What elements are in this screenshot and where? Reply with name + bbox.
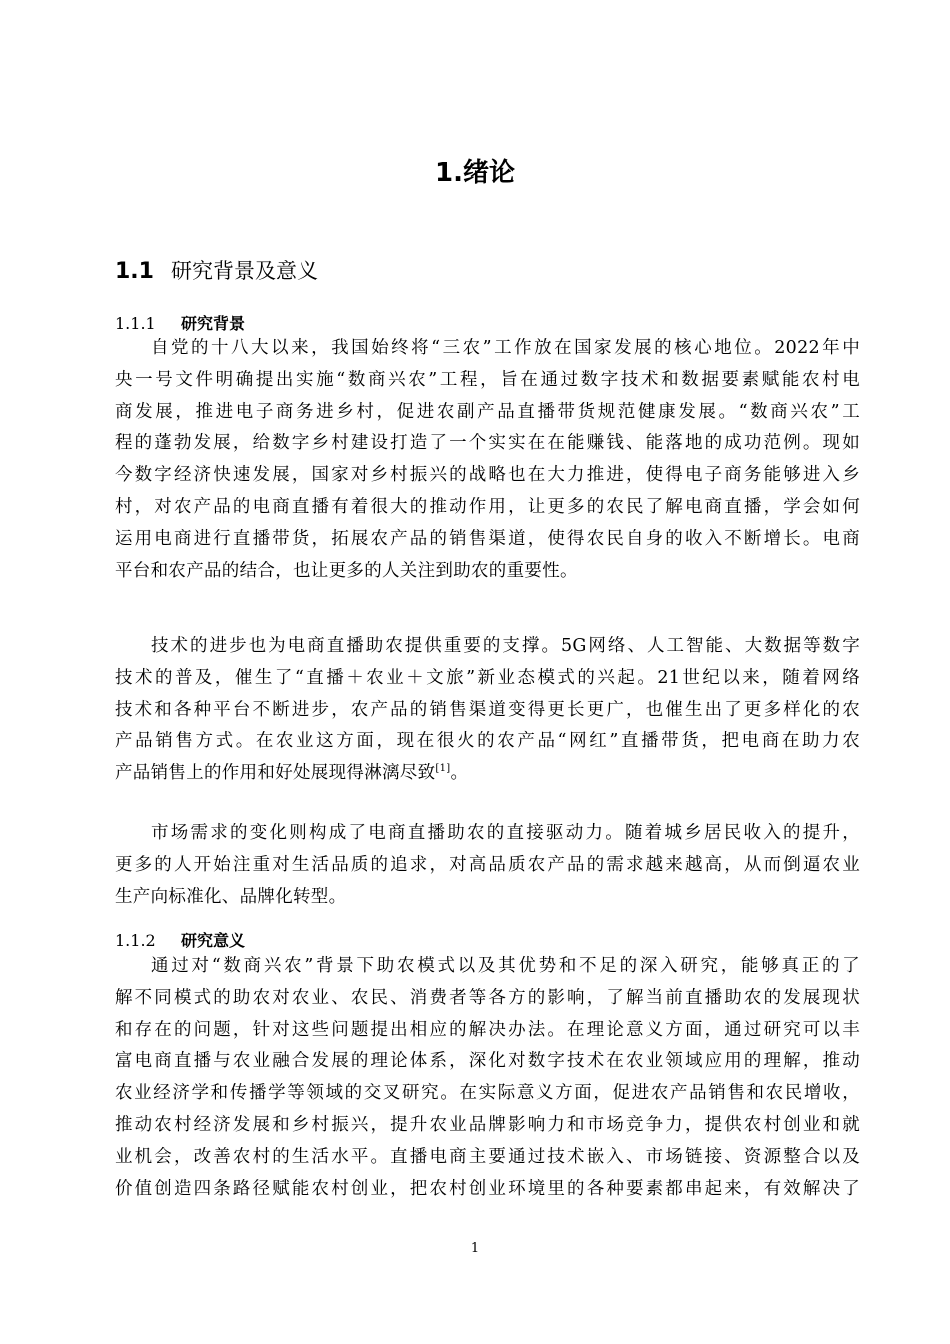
text-fragment: 产品销售上的作用和好处展现得淋漓尽致 [115, 763, 436, 784]
subsection-heading-background [115, 313, 245, 335]
text-line: 业机会，改善农村的生活水平。直播电商主要通过技术嵌入、市场链接、资源整合以及 [115, 1146, 860, 1167]
text-line: 运用电商进行直播带货，拓展农产品的销售渠道，使得农民自身的收入不断增长。电商 [115, 528, 860, 549]
text-line: 富电商直播与农业融合发展的理论体系，深化对数字技术在农业领域应用的理解，推动 [115, 1051, 860, 1072]
text-line-with-citation [115, 758, 860, 790]
text-line: 村，对农产品的电商直播有着很大的推动作用，让更多的农民了解电商直播，学会如何 [115, 496, 860, 517]
text-line: 技术和各种平台不断进步，农产品的销售渠道变得更长更广，也催生出了更多样化的农 [115, 699, 860, 720]
page-number: 1 [470, 1241, 480, 1256]
subsection-number: 1.1.1 [115, 314, 156, 333]
text-line: 生产向标准化、品牌化转型。 [115, 886, 347, 907]
text-line: 技术的进步也为电商直播助农提供重要的支撑。5G网络、人工智能、大数据等数字 [151, 636, 860, 656]
text-line: 解不同模式的助农对农业、农民、消费者等各方的影响，了解当前直播助农的发展现状 [115, 987, 860, 1008]
text-line: 产品销售方式。在农业这方面，现在很火的农产品“网红”直播带货，把电商在助力农 [115, 731, 860, 752]
section-number: 1.1 [115, 259, 154, 284]
paragraph-significance [115, 951, 860, 1205]
text-line: 推动农村经济发展和乡村振兴，提升农业品牌影响力和市场竞争力，提供农村创业和就 [115, 1114, 860, 1135]
paragraph-background-demand [115, 818, 860, 913]
text-line: 价值创造四条路径赋能农村创业，把农村创业环境里的各种要素都串起来，有效解决了 [115, 1178, 860, 1199]
text-fragment: 。 [450, 763, 469, 784]
text-line: 程的蓬勃发展，给数字乡村建设打造了一个实实在在能赚钱、能落地的成功范例。现如 [115, 433, 860, 454]
subsection-number: 1.1.2 [115, 931, 156, 950]
text-line: 更多的人开始注重对生活品质的追求，对高品质农产品的需求越来越高，从而倒逼农业 [115, 854, 860, 875]
paragraph-background-policy [115, 333, 860, 587]
subsection-title: 研究背景 [181, 314, 246, 333]
text-line: 今数字经济快速发展，国家对乡村振兴的战略也在大力推进，使得电子商务能够进入乡 [115, 465, 860, 486]
text-line: 和存在的问题，针对这些问题提出相应的解决办法。在理论意义方面，通过研究可以丰 [115, 1019, 860, 1040]
text-line: 农业经济学和传播学等领域的交叉研究。在实际意义方面，促进农产品销售和农民增收， [115, 1083, 860, 1104]
section-heading [115, 256, 318, 287]
section-title: 研究背景及意义 [171, 259, 318, 283]
text-line: 央一号文件明确提出实施“数商兴农”工程，旨在通过数字技术和数据要素赋能农村电 [115, 369, 860, 390]
text-line: 自党的十八大以来，我国始终将“三农”工作放在国家发展的核心地位。2022年中 [151, 338, 860, 358]
chapter-title: 1.绪论 [435, 158, 515, 188]
text-line: 平台和农产品的结合，也让更多的人关注到助农的重要性。 [115, 560, 578, 581]
text-line: 市场需求的变化则构成了电商直播助农的直接驱动力。随着城乡居民收入的提升， [151, 823, 860, 843]
paragraph-background-technology [115, 631, 860, 790]
subsection-title: 研究意义 [181, 931, 246, 950]
citation-marker: [1] [435, 763, 451, 775]
text-line: 通过对“数商兴农”背景下助农模式以及其优势和不足的深入研究，能够真正的了 [151, 956, 860, 976]
subsection-heading-significance [115, 930, 245, 952]
text-line: 商发展，推进电子商务进乡村，促进农副产品直播带货规范健康发展。“数商兴农”工 [115, 401, 860, 422]
text-line: 技术的普及，催生了“直播＋农业＋文旅”新业态模式的兴起。21世纪以来，随着网络 [115, 667, 860, 688]
